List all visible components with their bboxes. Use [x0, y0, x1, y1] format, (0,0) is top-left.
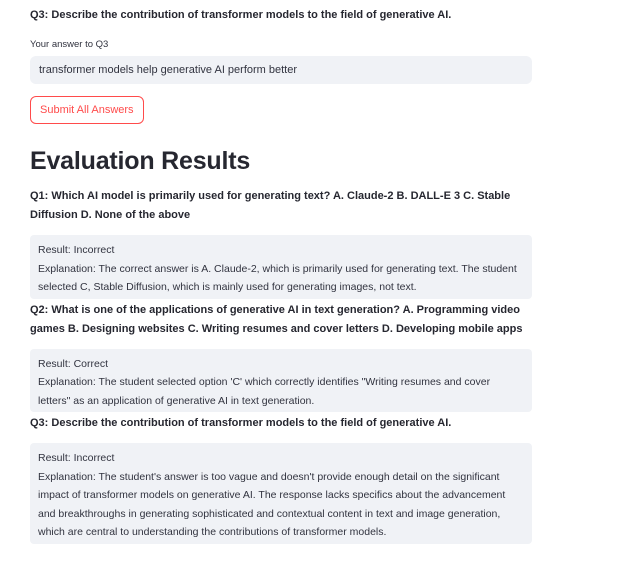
result-box-q3: [30, 443, 532, 544]
answer-input-q3[interactable]: [30, 56, 532, 84]
result-box-q2: [30, 349, 532, 413]
main-content: [30, 0, 532, 544]
result-explanation-q3: Explanation: The student's answer is too vague and doesn't provide enough detail on the significant impact of transformer models on generative AI. The response lacks specifics about the advancement and breakthroughs in generating sophisticated and contextual content in text and image generation, which are central to understanding the contributions of transformer models.: [38, 470, 506, 538]
result-status-q3: Result: Incorrect: [38, 452, 115, 464]
result-explanation-q2: Explanation: The student selected option 'C' which correctly identifies "Writing resumes and cover letters" as an application of generative AI in text generation.: [38, 376, 491, 407]
answer-input-label: Your answer to Q3: [30, 39, 109, 50]
question-heading-q3: Q3: Describe the contribution of transformer models to the field of generative AI.: [30, 9, 452, 21]
evaluation-results-title: Evaluation Results: [30, 147, 251, 175]
evaluation-question-q2: Q2: What is one of the applications of generative AI in text generation? A. Programming video games B. Designing websites C. Writing resumes and cover letters D. Developing mobile apps: [30, 303, 523, 335]
submit-all-answers-button[interactable]: Submit All Answers: [30, 96, 144, 124]
evaluation-question-q3: Q3: Describe the contribution of transformer models to the field of generative AI.: [30, 417, 452, 429]
result-explanation-q1: Explanation: The correct answer is A. Claude-2, which is primarily used for generating text. The student selected C, Stable Diffusion, which is mainly used for generating images, not text.: [38, 262, 517, 293]
result-status-q2: Result: Correct: [38, 357, 109, 370]
evaluation-question-q1: Q1: Which AI model is primarily used for generating text? A. Claude-2 B. DALL-E 3 C. Stable Diffusion D. None of the above: [30, 190, 511, 221]
result-status-q1: Result: Incorrect: [38, 244, 115, 256]
result-box-q1: [30, 235, 532, 299]
